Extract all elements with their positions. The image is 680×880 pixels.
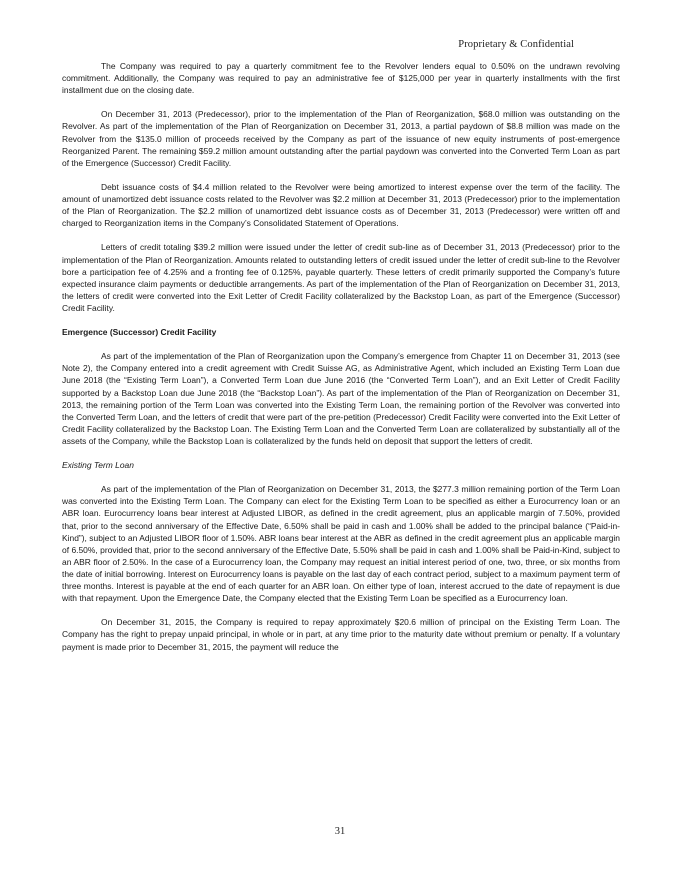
section-heading-emergence-credit-facility: Emergence (Successor) Credit Facility [62,327,217,338]
paragraph-letters-of-credit: Letters of credit totaling $39.2 million were issued under the letter of credit sub-line as of December 31, 2013 (Predecessor) prior to the implementation of the Plan of Reorganization. Amounts related to outstanding letters of credit issued under the letter of credit sub-line to the Revolver bore a participation fee of 4.25% and a fronting fee of 0.125%, payable quarterly. These letters of credit primarily supported the Company’s future expected insurance claim payments or deductible arrangements. As part of the implementation of the Plan of Reorganization on December 31, 2013, the letters of credit were converted into the Exit Letter of Credit Facility collateralized by the Backstop Loan, as part of the Emergence (Successor) Credit Facility. [62,242,620,313]
paragraph-revolver-paydown: On December 31, 2013 (Predecessor), prior to the implementation of the Plan of Reorganization, $68.0 million was outstanding on the Revolver. As part of the implementation of the Plan of Reorganization on December 31, 2013, a partial paydown of $8.8 million was made on the Revolver from the $135.0 million of proceeds received by the Company as part of the issuance of new equity instruments of post-emergence Reorganized Parent. The remaining $59.2 million amount outstanding after the partial paydown was converted into the Converted Term Loan as part of the Emergence (Successor) Credit Facility. [62,109,620,168]
document-body [62,60,620,665]
confidentiality-header: Proprietary & Confidential [458,39,574,50]
paragraph-principal-repayment: On December 31, 2015, the Company is required to repay approximately $20.6 million of principal on the Existing Term Loan. The Company has the right to prepay unpaid principal, in whole or in part, at any time prior to the maturity date without premium or penalty. If a voluntary payment is made prior to December 31, 2015, the payment will reduce the [62,617,620,652]
paragraph-commitment-fee: The Company was required to pay a quarterly commitment fee to the Revolver lenders equal to 0.50% on the undrawn revolving commitment. Additionally, the Company was required to pay an administrative fee of $125,000 per year in quarterly installments with the first installment due on the closing date. [62,61,620,96]
paragraph-emergence-credit-agreement: As part of the implementation of the Plan of Reorganization upon the Company’s emergence from Chapter 11 on December 31, 2013 (see Note 2), the Company entered into a credit agreement with Credit Suisse AG, as Administrative Agent, which included an Existing Term Loan due June 2018 (the “Existing Term Loan”), a Converted Term Loan due June 2016 (the “Converted Term Loan”), and an Exit Letter of Credit Facility supported by a Backstop Loan due June 2018 (the “Backstop Loan”). As part of the implementation of the Plan of Reorganization on December 31, 2013, the remaining portion of the Term Loan was converted into the Existing Term Loan, the remaining portion of the Revolver was converted into the Converted Term Loan, and the letters of credit that were part of the pre-petition (Predecessor) Credit Facility were converted into the Exit Letter of Credit Facility collateralized by the Backstop Loan. The Existing Term Loan and the Converted Term Loan are collateralized by substantially all of the assets of the Company, while the Backstop Loan is collateralized by the funds held on deposit that support the letters of credit. [62,351,620,446]
paragraph-existing-term-loan-terms: As part of the implementation of the Plan of Reorganization on December 31, 2013, the $277.3 million remaining portion of the Term Loan was converted into the Existing Term Loan. The Company can elect for the Existing Term Loan to be specified as either a Eurocurrency loan or an ABR loan. Eurocurrency loans bear interest at Adjusted LIBOR, as defined in the credit agreement, plus an applicable margin of 7.50%, provided that, prior to the second anniversary of the Effective Date, 6.50% shall be paid in cash and 1.00% shall be added to the principal balance (“Paid-in-Kind”), subject to an Adjusted LIBOR floor of 1.50%. ABR loans bear interest at the ABR as defined in the credit agreement plus an applicable margin of 6.50%, provided that, prior to the second anniversary of the Effective Date, 5.50% shall be paid in cash and 1.00% shall be Paid-in-Kind, subject to an ABR floor of 2.50%. In the case of a Eurocurrency loan, the Company may request an initial interest period of one, two, three, or six months from the date of initial borrowing. Interest on Eurocurrency loans is payable on the last day of each contract period, subject to a maximum payment term of three months. Interest is payable at the end of each quarter for an ABR loan. On either type of loan, interest accrued to the date of repayment is due with that repayment. Upon the Emergence Date, the Company elected that the Existing Term Loan be specified as a Eurocurrency loan. [62,484,620,604]
paragraph-debt-issuance-costs: Debt issuance costs of $4.4 million related to the Revolver were being amortized to interest expense over the term of the facility. The amount of unamortized debt issuance costs related to the Revolver was $2.2 million at December 31, 2013 (Predecessor) prior to the implementation of the Plan of Reorganization. The $2.2 million of unamortized debt issuance costs as of December 31, 2013 (Predecessor) were written off and charged to Reorganization items in the Company’s Consolidated Statement of Operations. [62,181,620,229]
page-number: 31 [334,826,346,837]
subsection-heading-existing-term-loan: Existing Term Loan [62,460,134,471]
